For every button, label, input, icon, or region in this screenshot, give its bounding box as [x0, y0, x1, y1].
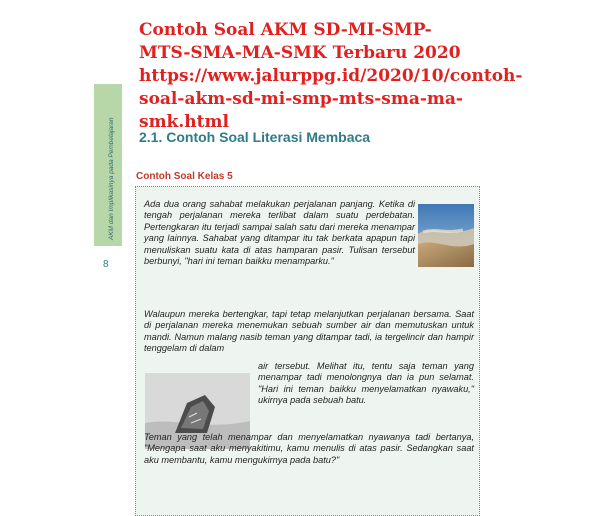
chapter-side-tab-label: AKM dan Implikasinya pada Pembelajaran [108, 117, 115, 240]
passage-paragraph-1: Ada dua orang sahabat melakukan perjalanan panjang. Ketika di tengah perjalanan mereka terlibat dalam suatu perdebatan. Pertengkaran itu terjadi sampai salah satu dari mereka menampar yang lainnya. Sahabat yang ditampar itu tak berkata apapun tapi menuliskan suatu kata di atas hamparan pasir. Tulisan tersebut berbunyi, "hari ini teman baikku menamparku." [144, 199, 415, 267]
desert-sandstorm-photo [418, 204, 474, 267]
page-number: 8 [103, 259, 109, 270]
reading-passage-box [135, 186, 480, 516]
passage-paragraph-3: air tersebut. Melihat itu, tentu saja teman yang menampar tadi menolongnya dan ia pun selamat. "Hari ini teman baikku menyelamatkan nyawaku," ukirnya pada sebuah batu. [258, 361, 474, 406]
passage-paragraph-2: Walaupun mereka bertengkar, tapi tetap melanjutkan perjalanan bersama. Saat di perjalanan mereka menemukan sebuah sumber air dan memutuskan untuk mandi. Namun malang nasib teman yang ditampar tadi, ia tergelincir dan hampir tenggelam di dalam [144, 309, 474, 354]
passage-paragraph-4: Teman yang telah menampar dan menyelamatkan nyawanya tadi bertanya, "Mengapa saat aku menyakitimu, kamu menulis di atas pasir. Sedangkan saat aku membantu, kamu mengukirnya pada batu?" [144, 432, 474, 465]
chapter-side-tab [94, 84, 122, 246]
section-heading: 2.1. Contoh Soal Literasi Membaca [139, 129, 371, 145]
document-title: Contoh Soal AKM SD-MI-SMP-MTS-SMA-MA-SMK Terbaru 2020 https://www.jalurppg.id/2020/10/contoh-soal-akm-sd-mi-smp-mts-sma-ma-smk.html [139, 20, 523, 132]
class-label: Contoh Soal Kelas 5 [136, 171, 233, 182]
